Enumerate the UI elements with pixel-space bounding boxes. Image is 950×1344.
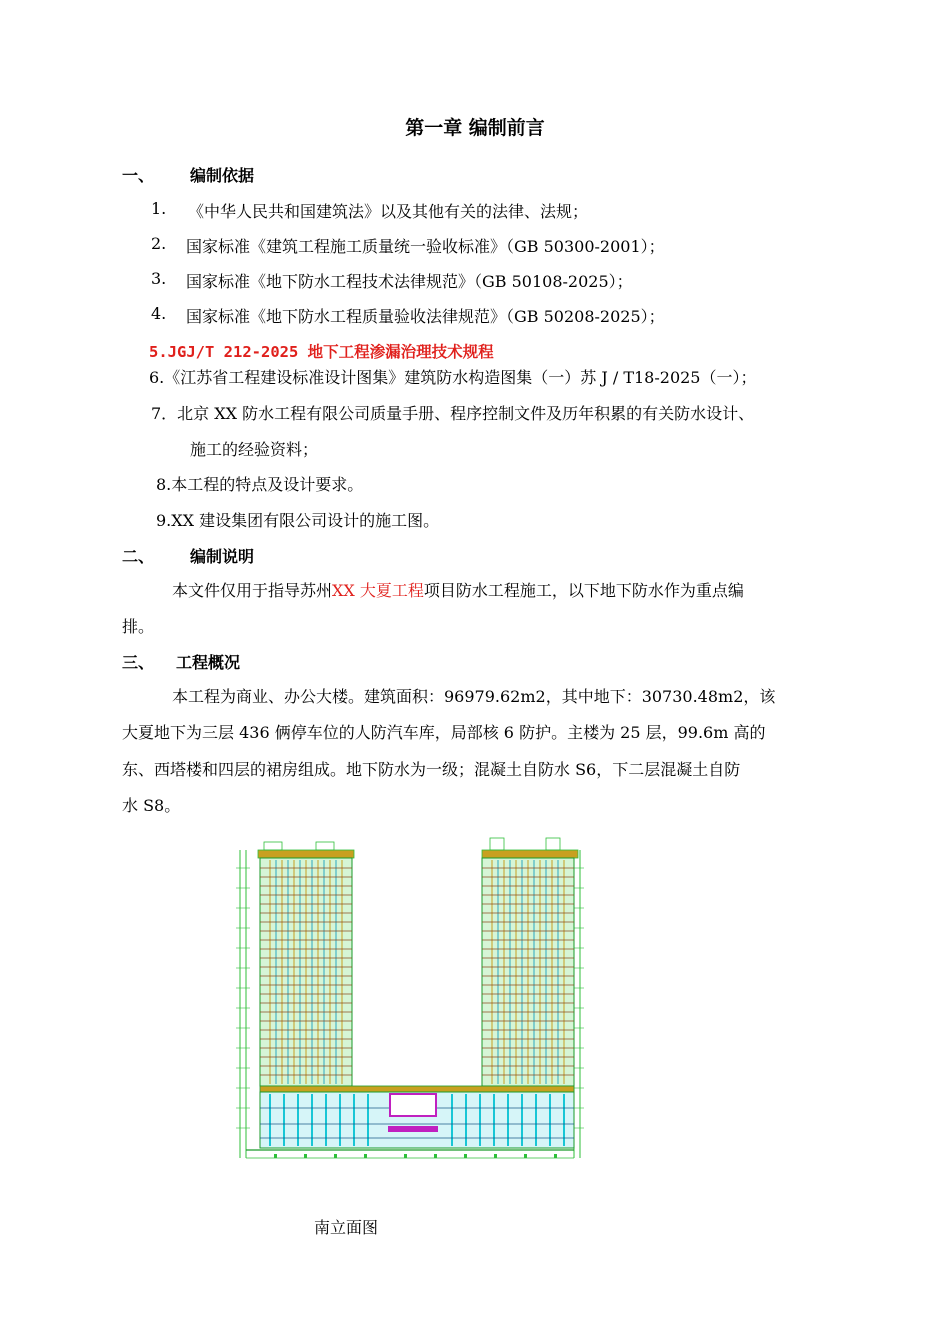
overview-line-1: 本工程为商业、办公大楼。建筑面积：96979.62m2，其中地下：30730.48m2，该 (172, 687, 776, 706)
basis-item-9: 9.XX 建设集团有限公司设计的施工图。 (156, 511, 440, 530)
basis-item-1: 《中华人民共和国建筑法》以及其他有关的法律、法规； (188, 202, 589, 221)
section-2-heading: 编制说明 (190, 547, 255, 566)
section-1-number: 一、 (122, 166, 155, 185)
basis-item-2: 国家标准《建筑工程施工质量统一验收标准》（GB 50300-2001）； (186, 237, 665, 256)
overview-line-2: 大夏地下为三层 436 俩停车位的人防汽车库，局部核 6 防护。主楼为 25 层，99.6m 高的 (122, 723, 766, 742)
chapter-title: 第一章 编制前言 (405, 117, 545, 139)
basis-item-3: 国家标准《地下防水工程技术法律规范》（GB 50108-2025）； (186, 272, 633, 291)
basis-item-7: 7．北京 XX 防水工程有限公司质量手册、程序控制文件及历年积累的有关防水设计、 (151, 404, 755, 423)
basis-item-4-num: 4. (151, 304, 167, 323)
explain-post: 项目防水工程施工，以下地下防水作为重点编 (423, 581, 744, 600)
explain-pre: 本文件仅用于指导苏州 (172, 581, 333, 600)
basis-item-6: 6.《江苏省工程建设标准设计图集》建筑防水构造图集（一）苏 J / T18-2025（一）； (149, 368, 757, 387)
basis-item-8: 8.本工程的特点及设计要求。 (156, 475, 364, 494)
section-3-number: 三、 (122, 653, 155, 672)
basis-item-7-cont: 施工的经验资料； (190, 440, 319, 459)
section-1-heading: 编制依据 (190, 166, 255, 185)
south-elevation-drawing (228, 828, 592, 1170)
overview-line-4: 水 S8。 (122, 796, 181, 815)
overview-line-3: 东、西塔楼和四层的裙房组成。地下防水为一级；混凝土自防水 S6，下二层混凝土自防 (122, 760, 741, 779)
explain-paragraph-line-1 (172, 578, 744, 601)
section-3-heading: 工程概况 (176, 653, 241, 672)
explain-paragraph-line-2: 排。 (122, 617, 155, 636)
section-2-number: 二、 (122, 547, 155, 566)
basis-item-5: 5.JGJ/T 212-2025 地下工程渗漏治理技术规程 (149, 343, 494, 361)
basis-item-3-num: 3. (151, 269, 167, 288)
basis-item-2-num: 2. (151, 234, 167, 253)
basis-item-1-num: 1. (151, 199, 167, 218)
basis-item-4: 国家标准《地下防水工程质量验收法律规范》（GB 50208-2025）； (186, 307, 665, 326)
figure-caption: 南立面图 (314, 1218, 379, 1237)
explain-highlight: XX 大夏工程 (332, 581, 424, 600)
